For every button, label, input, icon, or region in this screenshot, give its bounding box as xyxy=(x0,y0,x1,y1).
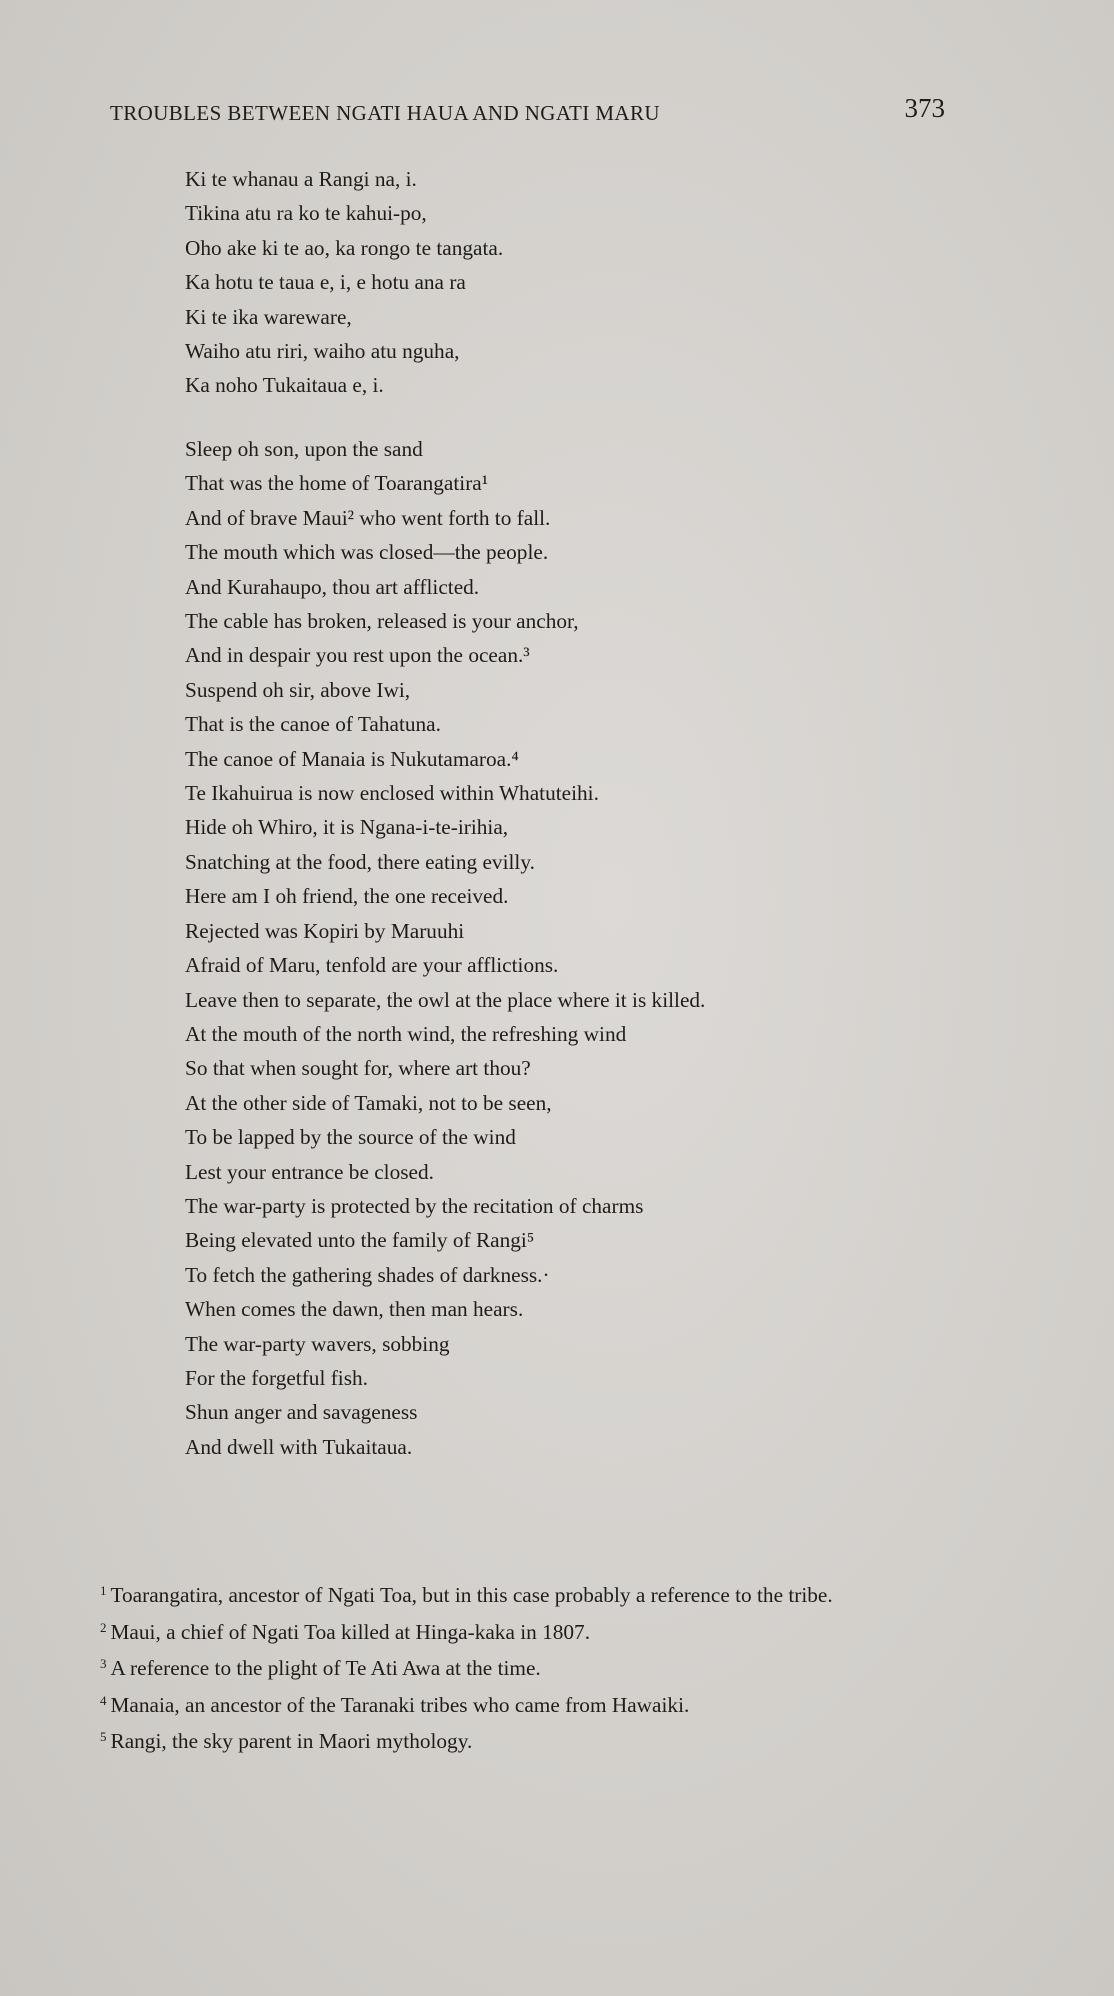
verse-line: Afraid of Maru, tenfold are your afflictions. xyxy=(185,953,559,978)
english-verse xyxy=(185,432,945,1464)
verse-line: Oho ake ki te ao, ka rongo te tangata. xyxy=(185,235,504,260)
verse-line: To be lapped by the source of the wind xyxy=(185,1125,516,1150)
footnote-mark: 1 xyxy=(100,1583,107,1598)
verse-line: The canoe of Manaia is Nukutamaroa.⁴ xyxy=(185,746,519,771)
footnote-text: A reference to the plight of Te Ati Awa at the time. xyxy=(110,1656,541,1680)
footnote xyxy=(72,1576,947,1611)
verse-line: Here am I oh friend, the one received. xyxy=(185,884,509,909)
verse-line: The war-party is protected by the recitation of charms xyxy=(185,1193,644,1218)
verse-line: The mouth which was closed—the people. xyxy=(185,540,549,565)
verse-line: That was the home of Toarangatira¹ xyxy=(185,471,489,496)
footnote-mark: 4 xyxy=(100,1692,107,1708)
verse-line: Te Ikahuirua is now enclosed within Whatuteihi. xyxy=(185,781,599,806)
verse-line: Sleep oh son, upon the sand xyxy=(185,437,423,461)
verse-line: Lest your entrance be closed. xyxy=(185,1159,434,1184)
verse-line: That is the canoe of Tahatuna. xyxy=(185,712,441,737)
verse-line: When comes the dawn, then man hears. xyxy=(185,1297,524,1322)
verse-line: Ki te whanau a Rangi na, i. xyxy=(185,167,417,191)
verse-line: Suspend oh sir, above Iwi, xyxy=(185,677,411,702)
verse-line: At the mouth of the north wind, the refreshing wind xyxy=(185,1021,627,1046)
verse-line: And Kurahaupo, thou art afflicted. xyxy=(185,574,480,599)
footnote xyxy=(72,1613,947,1648)
verse-line: So that when sought for, where art thou? xyxy=(185,1056,531,1081)
footnote-mark: 2 xyxy=(100,1619,107,1635)
verse-line: And in despair you rest upon the ocean.³ xyxy=(185,643,530,668)
verse-line: Rejected was Kopiri by Maruuhi xyxy=(185,918,465,943)
verse-line: The cable has broken, released is your anchor, xyxy=(185,609,579,634)
footnote xyxy=(72,1722,947,1757)
page-number: 373 xyxy=(904,93,945,123)
verse-line: And of brave Maui² who went forth to fall. xyxy=(185,505,551,530)
footnote-text: Manaia, an ancestor of the Taranaki tribes who came from Hawaiki. xyxy=(110,1692,690,1717)
verse-line: For the forgetful fish. xyxy=(185,1365,368,1390)
verse-line: Waiho atu riri, waiho atu nguha, xyxy=(185,339,460,364)
footnote-text: Rangi, the sky parent in Maori mythology. xyxy=(110,1729,473,1753)
verse-line: Snatching at the food, there eating evilly. xyxy=(185,849,535,874)
verse-line: Being elevated unto the family of Rangi⁵ xyxy=(185,1228,535,1253)
verse-line: Hide oh Whiro, it is Ngana-i-te-irihia, xyxy=(185,815,509,840)
maori-verse xyxy=(185,162,503,403)
verse-line: Ka hotu te taua e, i, e hotu ana ra xyxy=(185,270,466,295)
footnote-text: Toarangatira, ancestor of Ngati Toa, but in this case probably a reference to the tribe. xyxy=(110,1583,833,1607)
verse-line: To fetch the gathering shades of darkness.· xyxy=(185,1262,550,1287)
verse-line: At the other side of Tamaki, not to be seen, xyxy=(185,1090,552,1115)
footnote-mark: 3 xyxy=(100,1656,107,1671)
footnote xyxy=(72,1686,947,1721)
verse-line: Shun anger and savageness xyxy=(185,1400,418,1425)
verse-line: And dwell with Tukaitaua. xyxy=(185,1434,413,1459)
verse-line: Leave then to separate, the owl at the place where it is killed. xyxy=(185,987,706,1012)
footnote-mark: 5 xyxy=(100,1729,107,1744)
verse-line: Ki te ika wareware, xyxy=(185,304,352,329)
page-header xyxy=(110,93,945,133)
verse-line: The war-party wavers, sobbing xyxy=(185,1331,450,1356)
verse-line: Tikina atu ra ko te kahui-po, xyxy=(185,201,427,226)
verse-line: Ka noho Tukaitaua e, i. xyxy=(185,373,384,398)
footnote xyxy=(72,1649,947,1684)
footnote-text: Maui, a chief of Ngati Toa killed at Hinga-kaka in 1807. xyxy=(110,1619,591,1644)
footnotes xyxy=(72,1576,947,1759)
running-title: TROUBLES BETWEEN NGATI HAUA AND NGATI MARU xyxy=(110,101,660,125)
